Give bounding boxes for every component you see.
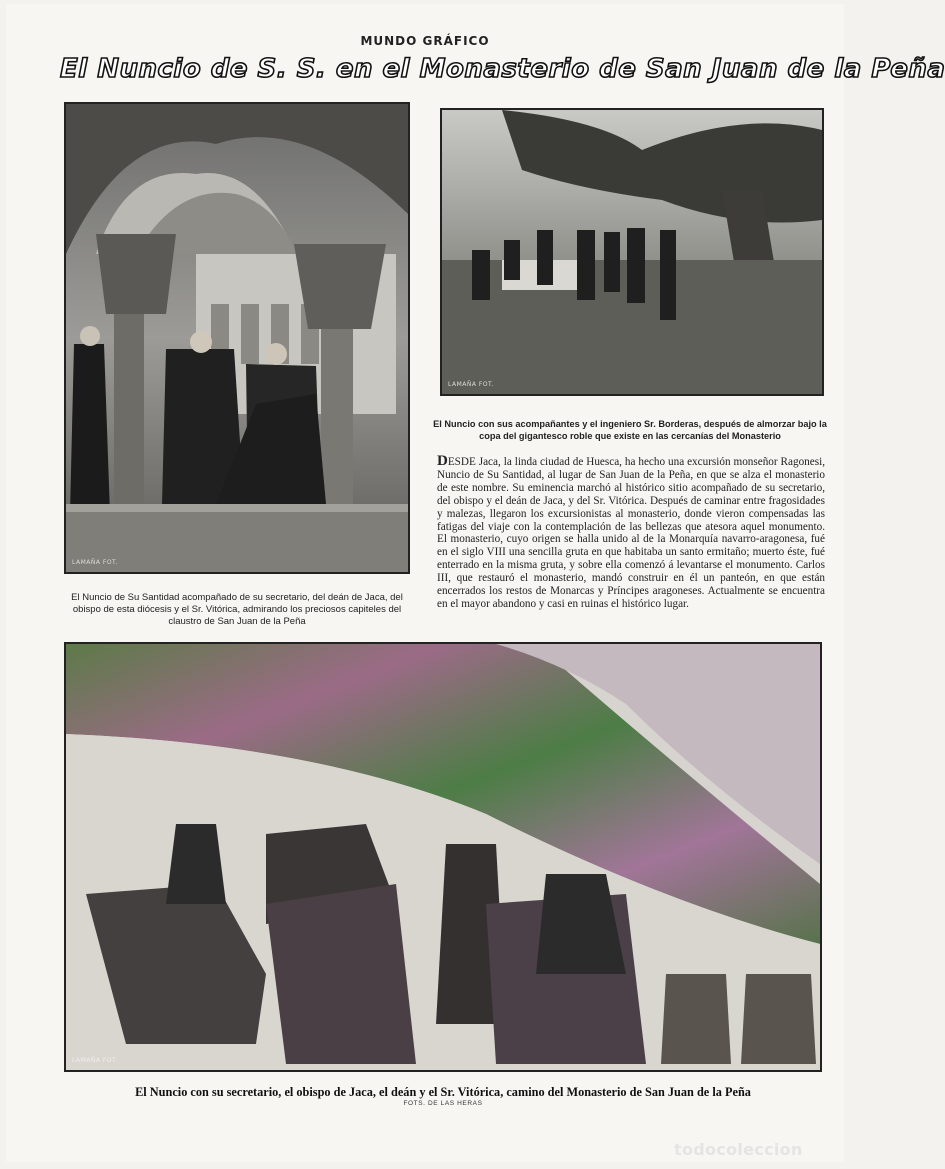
masthead: MUNDO GRÁFICO bbox=[360, 34, 490, 48]
cloister-caption: El Nuncio de Su Santidad acompañado de su secretario, del deán de Jaca, del obispo de esta diócesis y el Sr. Vitórica, admirando los preciosos capiteles del claustro de San Juan de la Peña bbox=[71, 592, 403, 627]
cloister-photo bbox=[64, 102, 410, 574]
cloister-photo-credit: LAMAÑA FOT. bbox=[72, 559, 118, 566]
road-photo-credit-line: FOTS. DE LAS HERAS bbox=[403, 1100, 483, 1107]
road-photo-credit: LAMAÑA FOT. bbox=[72, 1057, 118, 1064]
oak-photo-credit: LAMAÑA FOT. bbox=[448, 381, 494, 388]
headline: El Nuncio de S. S. en el Monasterio de San Juan de la Peña bbox=[60, 54, 945, 84]
road-caption: El Nuncio con su secretario, el obispo de Jaca, el deán y el Sr. Vitórica, camino del Monasterio de San Juan de la Peña bbox=[135, 1085, 751, 1099]
watermark: todocoleccion bbox=[674, 1140, 803, 1159]
article-dropcap: D bbox=[437, 453, 448, 469]
oak-photo bbox=[440, 108, 824, 396]
article-body: ESDE Jaca, la linda ciudad de Huesca, ha hecho una excursión monseñor Ragonesi, Nuncio de Su Santidad, al lugar de San Juan de la Peña, en que se alza el monasterio de este nombre. Su eminencia marchó al histórico sitio acompañado de su secretario, del obispo y el deán de Jaca, y del Sr. Vitórica. Después de caminar entre fragosidades y malezas, llegaron los excursionistas al monasterio, donde vieron compensadas las fatigas del viaje con la contemplación de las bellezas que atesora aquel monumento. El monasterio, cuyo origen se halla unido al de la Monarquía navarro-aragonesa, fué en el siglo VIII una sencilla gruta en que habitaba un santo ermitaño; muerto éste, fué enterrado en la misma gruta, y sobre ella comenzó á levantarse el monumento. Carlos III, que restauró el monasterio, mandó construir en él un panteón, en que están encerrados los restos de Monarcas y Príncipes aragoneses. Actualmente se encuentra en el mayor abandono y casi en ruinas el histórico lugar. bbox=[437, 456, 825, 610]
oak-caption: El Nuncio con sus acompañantes y el ingeniero Sr. Borderas, después de almorzar bajo la copa del gigantesco roble que existe en las cercanías del Monasterio bbox=[433, 419, 827, 441]
article-text bbox=[437, 455, 825, 611]
road-photo bbox=[64, 642, 822, 1072]
